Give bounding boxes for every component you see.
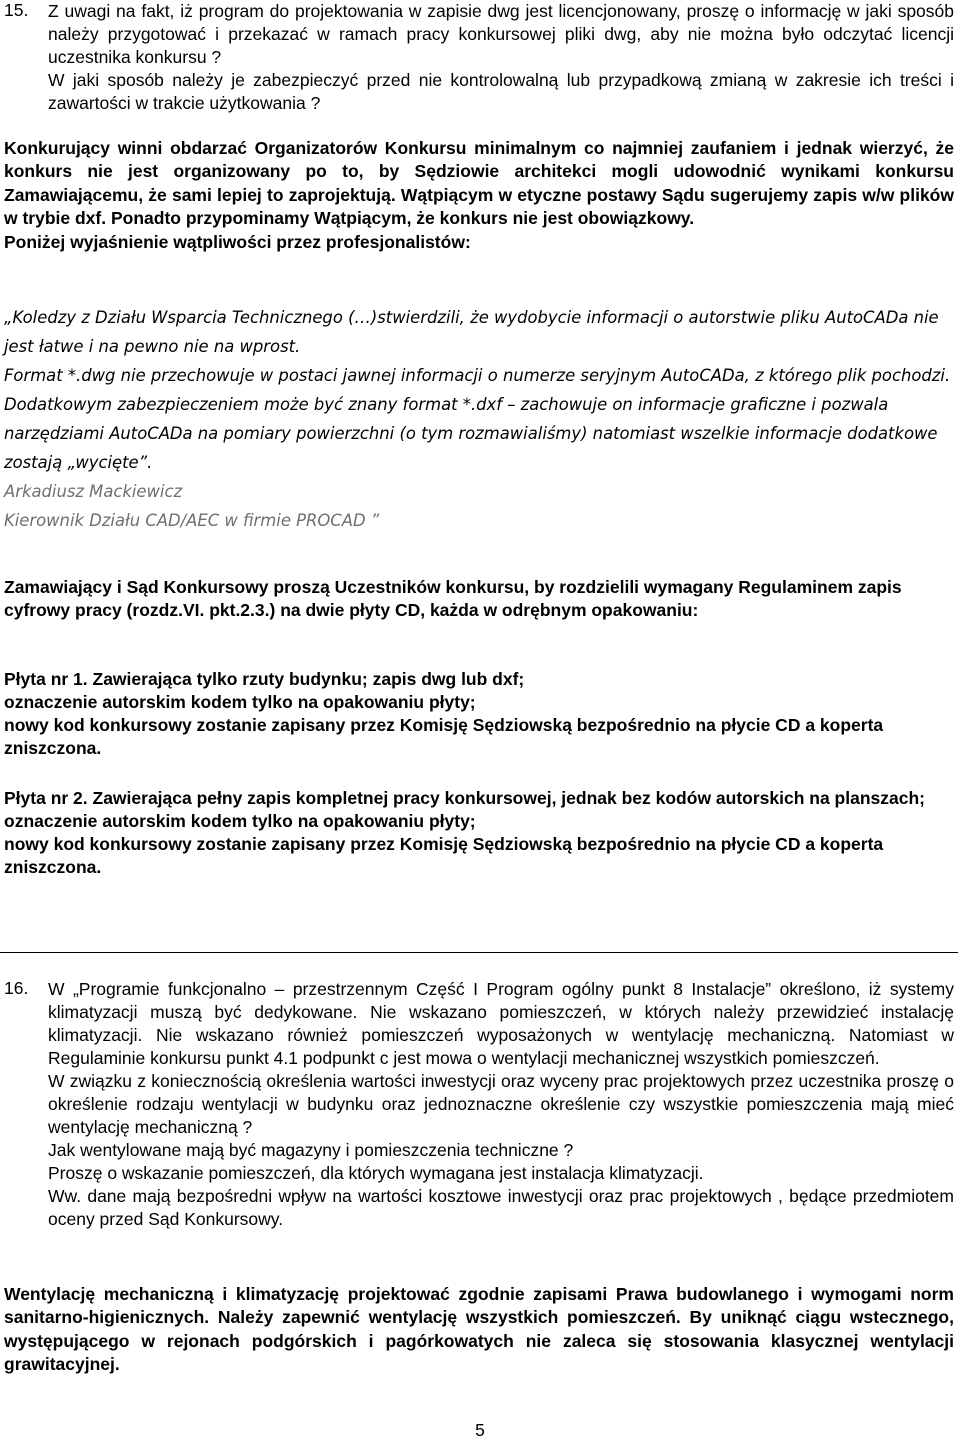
page-number: 5 (475, 1420, 485, 1440)
question-16-paragraph-2: W związku z koniecznością określenia wartości inwestycji oraz wyceny prac projektowych przez uczestnika proszę o określenie rodzaju wentylacji w budynku oraz jednoznaczne określenie czy wszystkie pomieszczenia mają mieć wentylację mechaniczną ? (48, 1071, 954, 1137)
question-16-number: 16. (4, 978, 29, 998)
question-16-paragraph-5: Ww. dane mają bezpośredni wpływ na wartości kosztowe inwestycji oraz prac projektowych , będące przedmiotem oceny przed Sąd Konkursowy. (48, 1186, 954, 1229)
signature-name: Arkadiusz Mackiewicz (4, 482, 183, 501)
cd-1-line-2: oznaczenie autorskim kodem tylko na opakowaniu płyty; (4, 692, 476, 712)
cd-2-line-3: nowy kod konkursowy zostanie zapisany przez Komisję Sędziowską bezpośrednio na płycie CD a koperta zniszczona. (4, 834, 884, 877)
question-16-paragraph-1: W „Programie funkcjonalno – przestrzennym Część I Program ogólny punkt 8 Instalacje” określono, iż systemy klimatyzacji muszą być dedykowane. Nie wskazano pomieszczeń, w których należy przewidzieć instalację klimatyzacji. Nie wskazano również pomieszczeń wyposażonych w wentylację mechaniczną. Natomiast w Regulaminie konkursu punkt 4.1 podpunkt c jest mowa o wentylacji mechanicznej wszystkich pomieszczeń. (48, 979, 954, 1068)
answer-15-text: Konkurujący winni obdarzać Organizatorów Konkursu minimalnym co najmniej zaufaniem i jednak wierzyć, że konkurs nie jest organizowany po to, by Sędziowie architekci mogli udowodnić wynikami konkursu Zamawiającemu, że sami lepiej to zaprojektują. Wątpiącym w etyczne postawy Sądu sugerujemy zapis w/w plików w trybie dxf. Ponadto przypominamy Wątpiącym, że konkurs nie jest obowiązkowy. (4, 138, 954, 229)
question-15-paragraph-1: Z uwagi na fakt, iż program do projektowania w zapisie dwg jest licencjonowany, proszę o informację w jaki sposób należy przygotować i przekazać w ramach pracy konkursowej pliki dwg, aby nie można było odczytać licencji uczestnika konkursu ? (48, 1, 954, 67)
cd-1 (4, 668, 954, 760)
question-16 (4, 978, 954, 1231)
question-15-number: 15. (4, 0, 29, 20)
experts-intro: Poniżej wyjaśnienie wątpliwości przez profesjonalistów: (4, 231, 471, 252)
signature-title: Kierownik Działu CAD/AEC w firmie PROCAD ” (4, 511, 380, 530)
expert-quote-line-3: Dodatkowym zabezpieczeniem może być znany format *.dxf – zachowuje on informacje graficzne i pozwala narzędziami AutoCADa na pomiary powierzchni (o tym rozmawialiśmy) natomiast wszelkie informacje dodatkowe zostają „wycięte”. (4, 395, 938, 472)
question-15 (4, 0, 954, 115)
question-16-paragraph-3: Jak wentylowane mają być magazyny i pomieszczenia techniczne ? (48, 1140, 574, 1160)
expert-quote-line-1: „Koledzy z Działu Wsparcia Technicznego (…)stwierdzili, że wydobycie informacji o autorstwie pliku AutoCADa nie jest łatwe i na pewno nie na wprost. (4, 308, 939, 356)
cd-2 (4, 787, 954, 879)
question-16-paragraph-4: Proszę o wskazanie pomieszczeń, dla których wymagana jest instalacja klimatyzacji. (48, 1163, 704, 1183)
answer-16 (4, 1283, 954, 1377)
answer-15 (4, 137, 954, 254)
answer-16-text: Wentylację mechaniczną i klimatyzację projektować zgodnie zapisami Prawa budowlanego i wymogami norm sanitarno-higienicznych. Należy zapewnić wentylację wszystkich pomieszczeń. By uniknąć ciągu wstecznego, występującego w rejonach podgórskich i pagórkowatych nie zaleca się stosowania klasycznej wentylacji grawitacyjnej. (4, 1284, 954, 1375)
expert-quote-line-2: Format *.dwg nie przechowuje w postaci jawnej informacji o numerze seryjnym AutoCADa, z którego plik pochodzi. (4, 366, 951, 385)
question-15-paragraph-2: W jaki sposób należy je zabezpieczyć przed nie kontrolowalną lub przypadkową zmianą w zakresie ich treści i zawartości w trakcie użytkowania ? (48, 70, 954, 113)
cd-instructions (4, 576, 954, 622)
cd-2-line-2: oznaczenie autorskim kodem tylko na opakowaniu płyty; (4, 811, 476, 831)
expert-quote (4, 303, 954, 535)
section-divider (0, 952, 958, 953)
cd-1-line-1: Płyta nr 1. Zawierająca tylko rzuty budynku; zapis dwg lub dxf; (4, 669, 525, 689)
cd-1-line-3: nowy kod konkursowy zostanie zapisany przez Komisję Sędziowską bezpośrednio na płycie CD a koperta zniszczona. (4, 715, 884, 758)
cd-intro: Zamawiający i Sąd Konkursowy proszą Uczestników konkursu, by rozdzielili wymagany Regulaminem zapis cyfrowy pracy (rozdz.VI. pkt.2.3.) na dwie płyty CD, każda w odrębnym opakowaniu: (4, 577, 902, 620)
cd-2-line-1: Płyta nr 2. Zawierająca pełny zapis kompletnej pracy konkursowej, jednak bez kodów autorskich na planszach; (4, 788, 925, 808)
